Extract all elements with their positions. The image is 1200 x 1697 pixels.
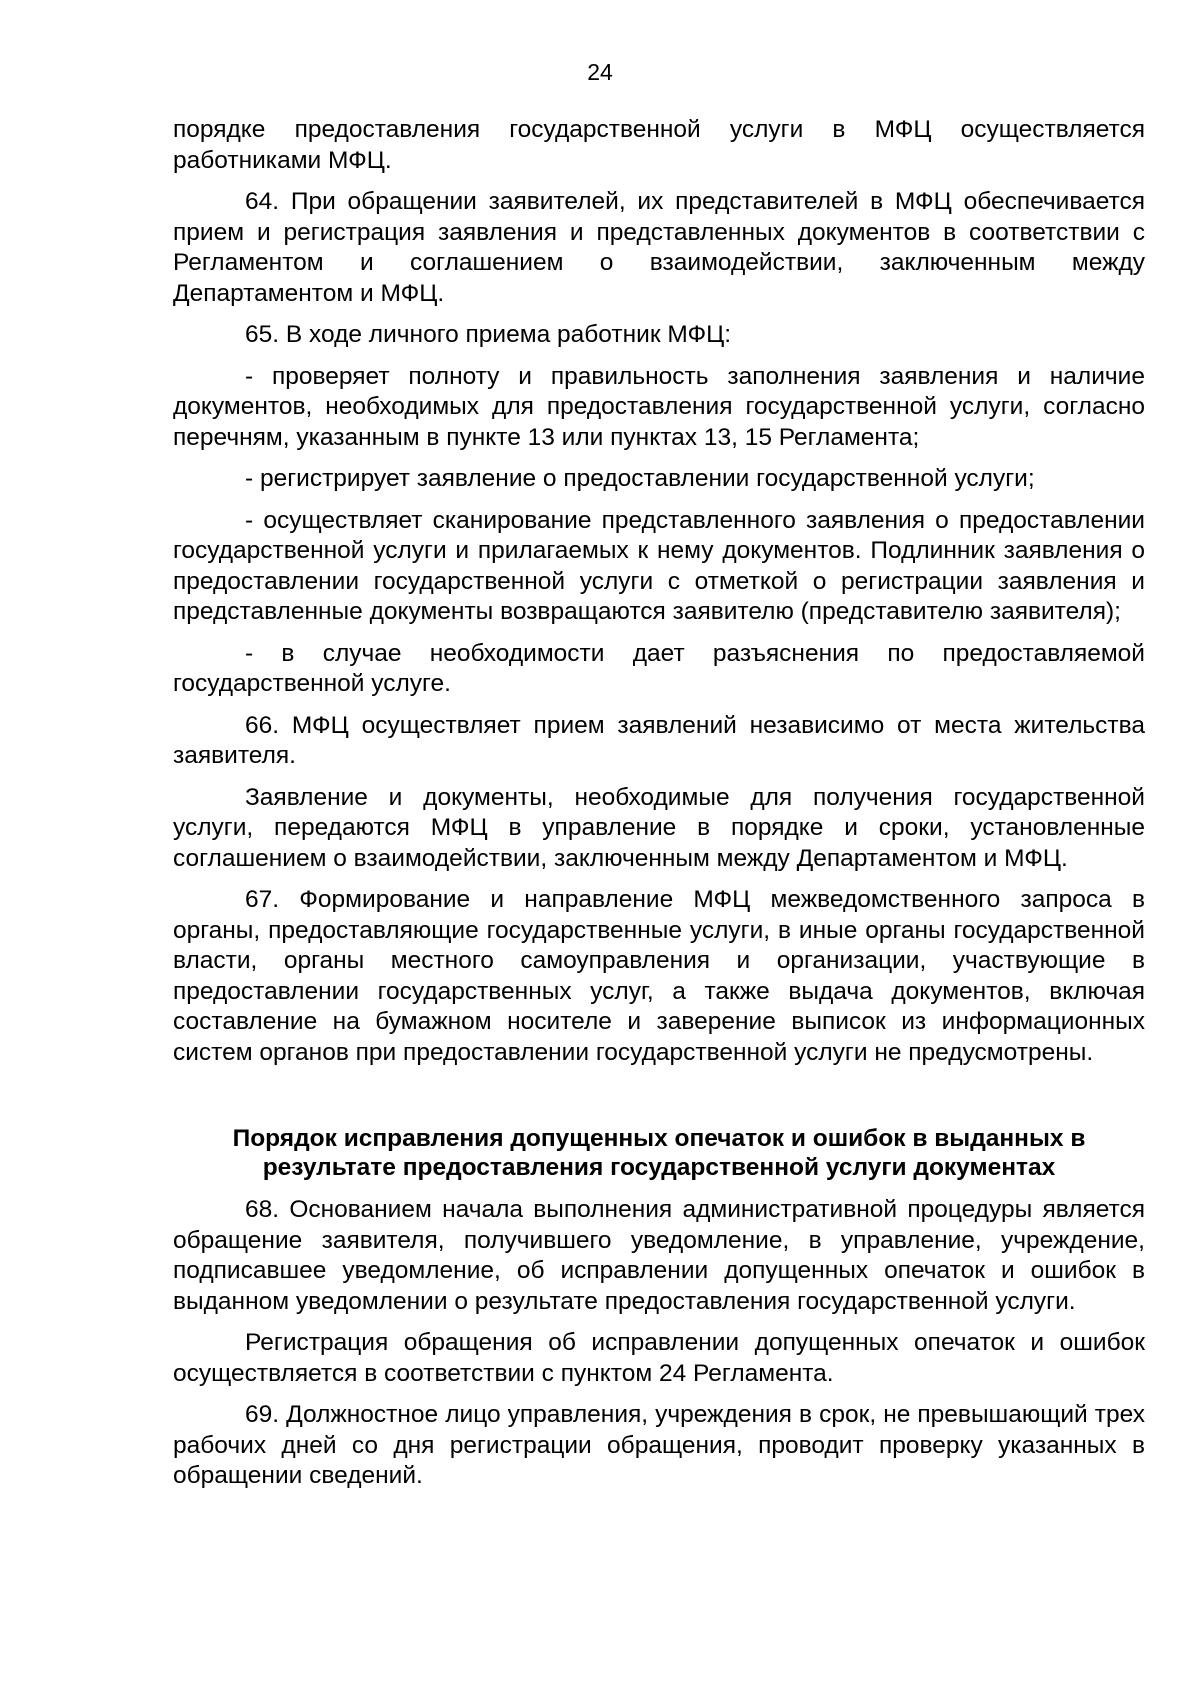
paragraph-item-65: 65. В ходе личного приема работник МФЦ: xyxy=(245,321,732,348)
list-item-register-application: - регистрирует заявление о предоставлении государственной услуги; xyxy=(245,465,1035,492)
paragraph-transfer-documents: Заявление и документы, необходимые для получения государственной услуги, передаются МФЦ в управление в порядке и сроки, установленные соглашением о взаимодействии, заключенным между Департаментом и МФЦ. xyxy=(173,783,1145,872)
paragraph-item-66: 66. МФЦ осуществляет прием заявлений независимо от места жительства заявителя. xyxy=(173,711,1145,769)
section-heading: Порядок исправления допущенных опечаток и ошибок в выданных в результате предоставления государственной услуги документах xyxy=(232,1125,1086,1181)
list-item-scan-documents: - осуществляет сканирование представленного заявления о предоставлении государственной услуги и прилагаемых к нему документов. Подлинник заявления о предоставлении государственной услуги с отметкой о регистрации заявления и представленные документы возвращаются заявителю (представителю заявителя); xyxy=(173,506,1145,625)
paragraph-item-69: 69. Должностное лицо управления, учреждения в срок, не превышающий трех рабочих дней со дня регистрации обращения, проводит проверку указанных в обращении сведений. xyxy=(173,1401,1145,1489)
paragraph-item-68: 68. Основанием начала выполнения административной процедуры является обращение заявителя, получившего уведомление, в управление, учреждение, подписавшее уведомление, об исправлении допущенных опечаток и ошибок в выданном уведомлении о результате предоставления государственной услуги. xyxy=(173,1196,1145,1315)
list-item-explanations: - в случае необходимости дает разъяснения по предоставляемой государственной услуге. xyxy=(173,639,1145,697)
list-item-check-documents: - проверяет полноту и правильность заполнения заявления и наличие документов, необходимых для предоставления государственной услуги, согласно перечням, указанным в пункте 13 или пунктах 13, 15 Регламента; xyxy=(173,362,1145,451)
document-body xyxy=(173,115,1145,1503)
page-number: 24 xyxy=(587,59,613,85)
paragraph-registration: Регистрация обращения об исправлении допущенных опечаток и ошибок осуществляется в соответствии с пунктом 24 Регламента. xyxy=(173,1329,1145,1387)
paragraph-item-67: 67. Формирование и направление МФЦ межведомственного запроса в органы, предоставляющие государственные услуги, в иные органы государственной власти, органы местного самоуправления и организации, участвующие в предоставлении государственных услуг, а также выдача документов, включая составление на бумажном носителе и заверение выписок из информационных систем органов при предоставлении государственной услуги не предусмотрены. xyxy=(173,886,1145,1066)
paragraph-item-64: 64. При обращении заявителей, их представителей в МФЦ обеспечивается прием и регистрация заявления и представленных документов в соответствии с Регламентом и соглашением о взаимодействии, заключенным между Департаментом и МФЦ. xyxy=(173,188,1145,307)
paragraph-continuation: порядке предоставления государственной услуги в МФЦ осуществляется работниками МФЦ. xyxy=(173,116,1145,174)
